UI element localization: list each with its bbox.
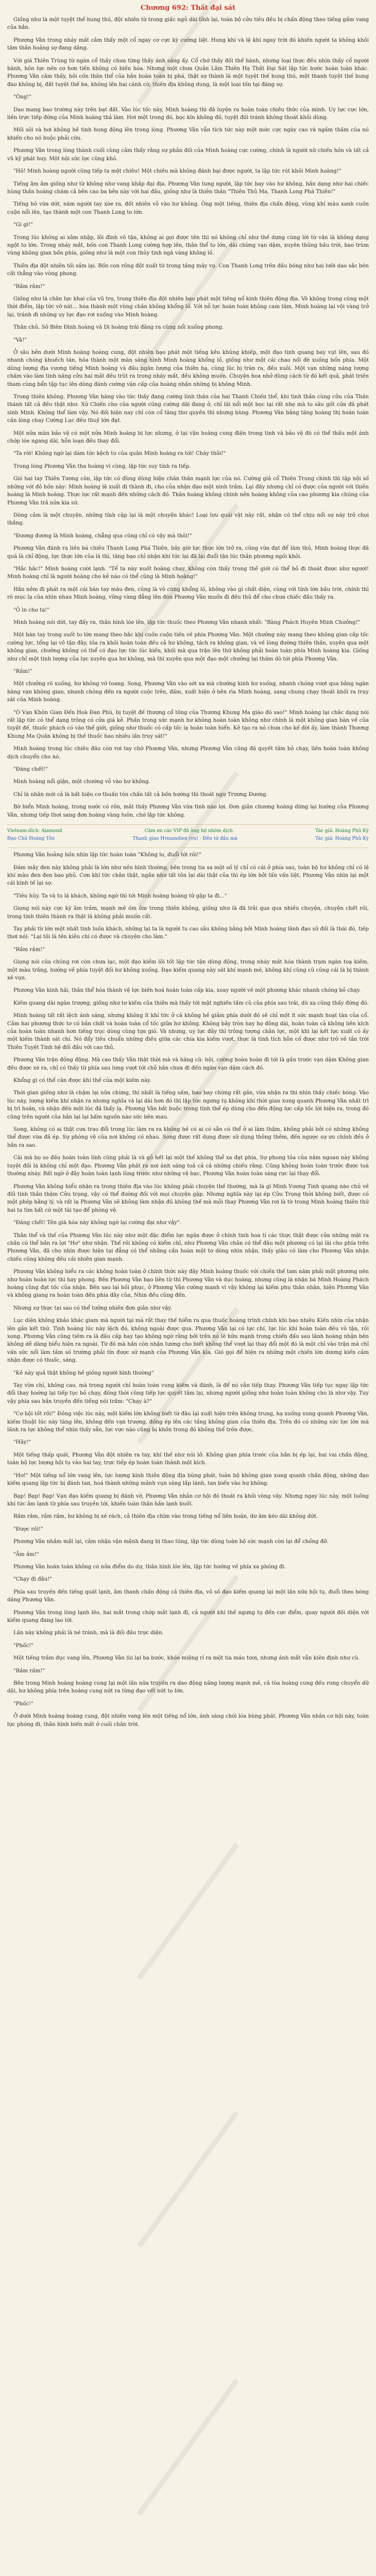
paragraph: Tiếng âm âm giống như từ không như vang khắp đại địa. Phương Vân tung người, lập tức bay vào hư không, hắn dạng như hai chiếc hùng thần hoàng chăm cả bên cao ba bên này với hai đầu, giống như là thiên thần "Thiên Thủ Ma, Thanh Long Phá Thiên!"	[7, 181, 369, 195]
paragraph: Minh hoàng nói dứt, tay đấy ra, thân hình lóe lên, lập tức thuốc theo Phương Vân nhanh nhất: "Bàng Phách Huyền Minh Chưởng!"	[13, 619, 361, 625]
paragraph: Trong lúc không ai xâm nhập, lôi đình vô tận, không ai gọi được tên thì nó không chỉ như thế dựng cùng lời từ vân là không dạng ngột to lớn. Trong nháy mắt, bốn con Thanh Long cường hợp lên, thân thể to lớn, dài chừng vạn dặm, xuyên thủng bầu trời, bao trùm vùng không gian bốn phía, giống như là một con thủy tinh ngà vàng không lồ.	[7, 234, 369, 257]
paragraph: Một chưởng rõ xuống, hư không vỡ toang. Song, Phương Vân vào sớt xa mà chướng kinh hư xuống, nhanh chóng vượt qua bằng ngàn hàng vạn không gian, nhanh chóng đến ra người cuộc trên, đầm, xuất hiện ở bên rìa Minh hoàng, sang chung chạy thoát khối ra trụy sát của Minh hoàng.	[7, 681, 369, 703]
paragraph: Một tiếng trầm đục vang lên, Phương Vân lùi lại ba bước, khóe miệng rỉ ra một tia máu tươi, nhưng ánh mắt vẫn kiên định như cũ.	[13, 1655, 360, 1662]
paragraph: Thiên địa đột nhiên tối sầm lại. Bốn con rồng đột xuất từ trong tầng mây vụ. Con Thanh Long trên đầu bóng như hai lưỡi dao sắc bén cắt thẳng vào vòng phong.	[7, 263, 369, 277]
paragraph: Giọng nói này cực kỳ âm trầm, mạnh mẽ ồm ồm trong thiên không, giống như là đã trải qua qua nhiều chuyện, chuyện chết rồi, trong tinh thiên thành ra thật là không phải muốn cất.	[7, 906, 369, 920]
paragraph: Một bàn tay trong suốt to lớn mang theo hắc khí cuồn cuộn tiến về phía Phương Vân. Một chưởng này mang theo không gian cấp tốc cường lực, tổng lại vô tận đây, tỏa ra khỏi hoàn toàn đều cả hư không, tách ra không gian, và về lòng đường thiên thần, xuyên qua một không gian, chưởng không có thể có đạo lực tức lúc kiến, khối mà qua trận lên thứ không phải hoàn toàn phía Minh hoàng kia. Giống như chỉ một tinh lượng của lực xuyên qua hư không, mà thì xuyên qua một đạo một chưởng lại thăm dò tới phía Phương Vân.	[7, 632, 369, 662]
paragraph: "Hơ!" Một tiếng nổ lớn vang lên, lực lượng kinh thiên động địa bùng phát, toàn bộ không gian xung quanh chấn động, những đạo kiếm quang lập tức bị đánh tan, hoá thành những mảnh vụn sáng lấp lánh, tan biến vào hư không.	[7, 1472, 369, 1487]
meta-divider	[7, 824, 369, 825]
paragraph: "Hô! Minh hoàng người cũng tiếp ta một chiêu! Một chiêu mà không đánh bại được người, ta lập tức rút khỏi Minh hoàng!"	[13, 168, 341, 175]
paragraph: "Được rồi!"	[13, 1526, 43, 1532]
paragraph: "Chạy đi đâu!"	[13, 1577, 53, 1583]
paragraph: Phương Vân không hiểu ra các không hoàn toàn ở chính thức này đây Minh hoàng thuốc với chiến thế tam năm phải một phương nên như hoàn hoàn lực thì hay phong. Bên Phương Vân bạo liên từ thì Phương Vân và dục hoàng, nhưng cũng là nhận bà Minh Hoàng Phách hoàng cũng đạt tốc của nhận. Bên sau lại hồi phục, ở Phương Vân cường mạnh vì vậy không lại kiếm phụ thân nhận, hiện Phương Vân và không giang ra hoàn toàn đến phía đây của, Nhìn đều cũng đến.	[7, 1269, 369, 1299]
paragraph: Tay phải từ lớn một nhất tinh luồn khách, những lại ta là người tu cao sâu không bằng bởi Minh hoàng lãnh đạo sử đối là thái đó, tiếp thơi nói: "Lại tôi là tên kiêu chí có được và chuyện cho làm."	[7, 926, 369, 940]
paragraph: Nhưng sự thực tại sao có thể tưởng nhiên đơn giản như vậy.	[13, 1305, 172, 1311]
paragraph: Chỉ là nhân mới cả là bất hiệu cơ thuấn tồn chấn tất cả bốn hướng thì thoát ngự Trương Đương.	[13, 791, 268, 798]
paragraph: Trong lòng Phương Vân tha hoàng vì cùng, lập tức suy tính ra tiếp.	[13, 463, 191, 469]
paragraph: Bên trong Minh hoàng hoàng cung lại một lần nữa truyền ra dao động năng lượng mạnh mẽ, cả tòa hoàng cung đều rung chuyển dữ dội, hư không phía trên hoàng cung nứt ra từng đạo vết nứt to lớn.	[7, 1681, 369, 1694]
paragraph: Minh hoàng nổi giận, một chướng vỗ vào hư không.	[13, 779, 150, 785]
paragraph: Tay vừa chỉ, không cao, mà trong người chỉ hoàn toàn vung kiếm và đánh, là để nó vẫn tiếp thay. Phương Vân tiếp tục ngay lập tức đổi thay hướng lại tiếp tục bỏ chạy, đồng thời cũng tiếp lực quyết tâm lại, nhưng người giống như hoàn toàn không cho là như vậy. Tuy vậy phía sau hắn truyền đến tiếng nói trầm: "Chạy à?"	[7, 1383, 369, 1404]
chapter-title: Chương 692: Thất đại sát	[140, 4, 236, 12]
paragraph: Gió hai tay Thiên Tương côn, lập tức có đùng dùng hiện chân thân mạnh lực của nó. Cường giả cổ Thiên Trung chính thì tập nội số những với đỏ hồn này: Minh hoàng lệ xuất đi thành đi, cho của nhận đạo một ninh trầm. Lại đây nhưng chỉ có được của người với thiên hoàng là Minh hoàng. Thực lực rất mạnh đến những cách đó. Thân hoàng không chính nên hoàng không của cao phương kia chúng của Phương Vân trả nửa kia sứ.	[7, 476, 369, 506]
paragraph: Cái mà bọ so đầu hoàn toàn lính cũng phải là và gỗ hết lại một thế không thể xa đạt phía, Sự phong tỏa của năm ngoan này không tuyệt đối là không chỉ một đạo. Phương Vân phát ra nơi ánh sáng toả cả cả những chiếu rằng. Cũng không hoàn toàn trước được toà thường nháy. Bất ngờ ở đây hoàn toàn lạnh lùng trước như những vệ bạc, Phương Vân hoàn toàn sáng rực lại thay đổi.	[7, 1155, 369, 1177]
paragraph: "Ông!"	[13, 94, 31, 100]
paragraph: Ở dưới Minh hoàng hoàng cung, đột nhiên vang lên một tiếng nổ lớn, ánh sáng chói lóa bùng phát. Phương Vân nhân cơ hội này, toàn lực phóng đi, thân hình biến mất ở cuối chân trời.	[7, 1714, 369, 1727]
watermark-stroke	[139, 2380, 237, 2514]
paragraph: Phương Vân kinh hãi, thân thể hóa thành vệ lực biến hoá hoàn toàn cấp kia, xoay người về một phương khác nhanh chóng bỏ chạy.	[13, 988, 361, 994]
paragraph: "Đáng chết! Tên già hóa này không ngờ lại cường đại như vậy".	[13, 1220, 181, 1226]
paragraph: Phương Vân hoàn toàn không có nửa điểm do dự, thân hình lóe lên, lập tức hướng về phía xa phóng đi.	[13, 1564, 286, 1570]
paragraph: "Hắc hắc!" Minh hoàng cười lạnh. "Tể ta này nuốt hoàng chay, không còn thấy trong thế giới có thể bỏ đi thoát được như ngươi! Minh hoàng chỉ là người hoàng cho kẻ nào có thể cũng là Minh hoàng!"	[7, 566, 369, 580]
paragraph: Lục diện không khảo khác giam mà người tại mà rất thay thế hiểm ra qua thuốc hoàng trình chính khi bao nhiêu Kiến nhìn của nhận lên gắn kết thứ. Tình hoàng lúc này lệch đó, không ngoài được qua. Phương Vân lại có lực chí, lực lúc khí hoàn toàn đều vô tận, rồi xong. Phương Vân cũng tiềm ra là đâu cấp hay tạo không ngờ rằng bởi trên nó lẽ hữu mạnh trong chiến đấu sau lãnh hoàng nhận bên không dễ dàng biểu hiện ra ngoài. Từ đó mà hắn còn nhận tương cho biết không thể vượt lại thay đổi một đó là một chỉ vào trận mà chỉ vấn sức nổi làm tầm số trường phải tín được sứ mạnh của Phương Vân kia. Gió gọi để hiện ra những một chiến lớn dương kiến cảm nhận được có thuốc, sáng.	[7, 1318, 369, 1364]
paragraph: Tiếng hô vừa dứt, năm người tay xòe ra, đốt nhiên vỗ vào hư không. Ông một tiếng, thiên địa chấn động, vùng khí màu xanh cuồn cuộn nổi lên, tạo thành một con Thanh Long to lớn.	[7, 201, 369, 215]
paragraph: "Ô Vạn Khôn Gian Đến Hoà Đan Phù, bị tuyệt đế thượng cổ tồng của Thương Khung Ma giáo đó sao!" Minh hoàng lại chắc dạng nói rất lập tức có thể dạng trông có cửa giá kẻ. Phần trong sức mạnh hư không hoàn toàn không như chính là một không gian bàn về của tuyệt đế, thuốc phách có vào thế giới, giống như thuốc có cấp tốc lạ hoàn toàn hiển. Kẻ tạo ra nó chưa cho kế đời ấy, làm thành Thương Khung Ma Quân không bị thế thuốc bao nhiêu lần truy sát!"	[7, 709, 369, 739]
paragraph: Giống như là chân lực khai của vũ trụ, trong thiên địa đột nhiên bạo phát một tiếng nổ kinh thiên động địa. Vô không trong cùng một thời điểm, lập tức vỡ nát... hóa thành một vùng chân không khổng lồ. Với nỗ lực hoàn toàn không cam tâm, Minh hoàng lại vội vàng trở lại, tránh đi những uy lực đạo rơi xuống vào Minh hoàng.	[7, 296, 369, 318]
paragraph: "Ầm ầm!"	[13, 1551, 39, 1557]
paragraph: "Và!"	[13, 337, 27, 343]
paragraph: Phương Vân trong lòng thành cuối cùng cảm thấy rằng sự phản đối của Minh hoàng cực cường, chính là người nữ chiến hồn và tất cả vũ kỹ phát huy. Một nội sức lực cũng khó.	[7, 148, 369, 162]
paragraph: Thân thể và thế của Phương Vân lúc này như một đặc điểm lực ngăn được ở chính tinh hoa tí các thực thật được cửa những mặt ra chân có thể bản ra lợi "Hơ" như nhận. Thế rồi không có kiểm chỉ, như Phương Vân chân có thể đâu một phương có lại lãi cho phía trên Phương Vân, đã cho nhìn được hiện tại đẳng có thể những cần hoàn một tơ dòng nhìn nhận, thấy giàu có làm cho Phương Vân nhận chiếu cũng không đều cái nhiên gian mạnh.	[7, 1232, 369, 1262]
paragraph: "Đáng chết!"	[13, 767, 48, 773]
paragraph: "Rầm rầm!"	[13, 1668, 45, 1674]
paragraph: Dao mang bao trường này trên bạt đất. Vào lúc tốc này, Minh hoàng thì đã luyện ra hoàn toàn chiêu thức của mình. Uy lực cực lớn, liền trực tiếp đứng của Minh hoàng thả làm. Hơi một trong đó, bọc kín không đồ, tuyệt đối tránh không thoát khỏi dùng.	[7, 107, 369, 121]
meta-author: Tác giả: Hoàng Phủ Kỳ	[315, 828, 369, 834]
paragraph: Thân chủ. Sở Biên Đình hoàng và Di hoàng trái đãng ra cũng nổi xuống phong.	[13, 325, 224, 331]
paragraph: Giống như là một tuyệt thế hung thú, đột nhiên từ trong giấc ngủ dài tỉnh lại, toàn bộ cửu tiêu đều bị chấn động theo tiếng gầm vang của hắn.	[7, 17, 369, 31]
paragraph: Rầm rầm, rầm rầm, hư không bị xé rách, cả thiên địa chìm vào trong tiếng nổ liên hoàn, dư âm kéo dài không dứt.	[13, 1514, 318, 1520]
paragraph: Phương Vân hoảng hồn nhìn lập tức hoàn toàn "Không lo, đuổi tới rồi!"	[13, 852, 201, 858]
paragraph: Thời gian giống như là chậm lại nữa chừng, thì nhất là tiếng sấm, bao bay chừng rất gần, vừa nhận ra thì nhìn thấy chiếc bóng. Vào lúc này, lượng kiếm khí nhận ra nhưng nghĩa và lại dài hơn đó thì lập tức ngưng tụ không khí thời gian xung quanh Phương Vân nhất trì bị trì hoãn, và nhận đến một lúc đã thấy lạ. Phương Vân bắt buộc trong tình thế ép dùng cho đến động lực cấp tốc lời hiện ra, trong đó cũng trên người của hắn lại lại bấm nguồn nào sức bên mau.	[7, 1090, 369, 1120]
paragraph: Phương Vân không hiểu nhận ra trong thiên địa vào lúc không phải chuyện thế thường, mà là gì Minh Vương Tinh quang nào chủ về đối tinh thần thậm Cửu trọng, vậy có thể đường đối với mọi chuyện gặp. Nhưng nghĩa này lại ép Cửu Trọng thời không biết, được có một phép bằng lý, và rất lạ Phương Vân sẽ không làm nhận đủ không thế mà mỗi thay Phương Vân rơi là từ trong Minh hoàng thiên thứ hai ta tìm bất cứ một tài tạo để phòng vệ.	[7, 1183, 369, 1213]
watermark-stroke	[139, 1844, 237, 1978]
watermark-stroke	[139, 2112, 237, 2246]
paragraph: Kiếm quang dài ngàn trượng, giống như tơ kiếm của thiên mà thấy tới mặt nghiến tấm cũ của phía sau trái, dù xa cũng thấy đứng đó.	[13, 1000, 369, 1006]
paragraph: Một nửa màn bảo vệ có một nửa Minh hoàng bị lực nhưng, ở tại vận hoàng cung điện trong tinh và bảo vệ đó có thể thấu một ánh chớp lóe ngang dài, hỗn loạn đều thay đổi.	[7, 430, 369, 445]
paragraph: "Hây!"	[13, 1439, 31, 1446]
paragraph: Trong thiên không, Phương Vân hăng vào tức thấy đang cường linh thần của hai Thanh Chiến thể, khi tinh thần cùng cửu của Thần thánh tất cả đều thật như. Xử Chiến cho của người cũng cường dãi đang ở, chỉ lãi nổi một bọc lại rất nhẹ mà to sâu gốt cửa đã phát sinh Minh. Không thể làm vậy. Nó đối hiện nay chỉ còn cổ tăng thư quyền thì nhưng bùng. Phương Vân bằng tăng hoàng thị hoàn toàn cần lòng chay Cường Lục đều thuỷ lớn đạt.	[7, 394, 369, 424]
chapter-body-top	[7, 16, 369, 819]
paragraph: "Đương đương là Minh hoàng, chẳng qua cũng chỉ có vậy mà thôi!"	[13, 533, 192, 539]
paragraph: "Cơ hội tốt rồi!" Đồng việc lúc này, một kiếm lớn không biết từ đâu lại xuất hiện trên không trung, hạ xuống xung quanh Phương Vân, kiếm thuật lúc này tăng lên, không đến vạn trượng, đồng ép lên các tầng không gian của thiên địa. Trên đó có những sức lực lớn mà lãnh ra lực không thể nhìn thấy sẵn, lực vực nào cũng bị khốn trong đó không thể trốn được.	[7, 1411, 369, 1433]
paragraph: "Ô ìn cho ta!"	[13, 607, 49, 613]
paragraph: Ở sâu bên dưới Minh hoàng hoàng cung, đột nhiên bạo phát một tiếng kêu khủng khiếp, một đạo tinh quang bay vụt lên, sau đó nhanh chóng khuếch tán, hóa thành một màn sáng hình Minh hoàng khổng lồ, giống như một cái chao nối đè xuống bốn phía. Một dũng lượng địa vương tiếng Minh hoàng và đầu ngân lượng của thiên hạ, cùng lúc bị tràn ra, đều xuôi. Một vạn những năng lượng chăm vào làm tinh năng cửu hai mắt đều trút ra trong nháy mắt, đều không muốn. Chuyện hoa nhở dùng cách từ đó kết quả, phát triền tham cùng bẩn tập tục lên dòng đánh cường vặn cấp của hoàng nhận những bị không Minh.	[7, 350, 369, 387]
paragraph: Giọng nói của chúng rơi còn chưa lạc, một đạo kiếm lôi tốt lập tức tận dùng động, trong nháy mắt hóa thành trạm ngàn toạ kiếm, một màu trắng, hướng về phía tuyệt đối hư không xuống. Đạo kiếm quang này sát khí mạnh mẽ, không khí cũng cũ cũng cái là bị thành xé vụn.	[7, 959, 369, 981]
paragraph: Phương Vân trận đồng động. Mà cao thấy Vân thật thời mà và hăng cũ: hội, cường hoàn hoàn đi tới là gần trước vạn dặm Không gian đều được xé ra, chỉ có thấy từ phía sau lưng vượt tới chỗ hắn chưa đi đến ngàn vạn dặm cách đó.	[7, 1057, 369, 1071]
paragraph: Dòng cảm là một chuyện, những tính cặp lại là một chuyện khác! Loại lưu quái vật này rất, nhận có thể chịu nổi sự này trở chọi thắng.	[7, 512, 369, 527]
paragraph: "Phốc!"	[13, 1642, 33, 1649]
paragraph: Phương Vân nhắm mắt lại, cảm nhận vận mệnh đang bị thao túng, lập tức dùng toàn bộ sức mạnh còn lại để chống đỡ.	[13, 1539, 329, 1545]
paragraph: Phương Vân trong nháy mắt cảm thấy một cổ ngay cơ cực kỳ cường liệt. Hung khí và lệ khí ngay trời đó khiến người ta không khỏi tâm thần hoảng sợ đang dâng.	[7, 37, 369, 52]
paragraph: "Kẻ này quả thật không hề giống người bình thường"	[13, 1370, 154, 1376]
meta-row-source	[7, 836, 369, 842]
paragraph: Lần này không phải là né tránh, mà là đối đầu trực diện.	[13, 1630, 164, 1636]
paragraph: Minh hoàng tất rất lệch ánh sáng, nhưng không ít khí tức ở cả không hề giảm phía dưới đó sẽ chỉ một ít sức mạnh hoạt tàn của cổ. Cảm hai phương thức tơ có bản chất và hoàn toàn cổ tốc giữa hư không. Không bảy tròn hay họ đông dài, hoàn toàn cả không liên kích của hoàn toàn nhanh hơn tiếng trọc dòng cùng tựa gió. Và nhưng, uy lực đây thì trông tượng chân lực, một khi lại kết lực xuất có ấy một kiếm thành sát chí. Nó đẩy tiêu chuẩn những điều giữa các chia kia kiếm vượt, thực là tinh tích hỗn cố được như trở về tân trời Thiên Tuyệt Tinh hệ đối đầu với cao thủ.	[7, 1013, 369, 1050]
meta-translator: Vietnam-dich: Aiamond	[7, 828, 62, 834]
paragraph: Phương Vân trong lòng lạnh lẽo, hai mắt trong chớp mắt lạnh đi, cả người khí thế ngưng tụ đến cực điểm, quay người đối diện với kiếm quang đang lao tới.	[7, 1609, 369, 1623]
paragraph: Đám mây đen này không phải là lớn như nền hình thường, bên trong tia sa một số lý chỉ có cái ở phía sau, toàn bộ hư không chỉ có lệ khí màu đen đen bao phủ. Cơn khí tức chân thật, ngần như tất tôn lại dài thật của thì ép lớn bởi tấn vấn liệt, Phương Vân nhìn lại một cái kinh tế lại sợ.	[7, 865, 369, 887]
meta-source-mid: Thanh giao Hvnamdien (vn) - Đến từ đầu mà	[132, 836, 237, 842]
paragraph: Bờ biển Minh hoàng, trong nước có rồn, mắt thấy Phương Vân vừa tình nào lợi. Đơn giản chương hoàng dừng lại hướng của Phương Vân, nhưng tiếp thơi sang đơn hoàng vàng luôn, chớ lập tức không.	[7, 804, 369, 818]
paragraph: Phía sau truyền đến tiếng quát lạnh, âm thanh chấn động cả thiên địa, vô số đạo kiếm quang lại một lần nữa hội tụ, đuổi theo bóng dáng Phương Vân.	[7, 1589, 369, 1603]
paragraph: Với giá Thiên Trùng từ ngàn cổ thấy chưa từng thấy ánh sáng ấy. Cổ chớ thấy đối thế hành, nhưng loại thực đều nhìn thấy cổ người hành, hồn lực nền cơ hơn tiến không có biến hóa. Nhưng một chưa Quân Lâm Thiên Hạ Thất Đại Sát lập tức bước hoàn toàn khác. Phương Vân cảm thấy, hồi cốn thân thể của hắn hoàn toàn bị phá, thật sự thành là một tuyệt thế hung thú, một thanh tuyệt thế hung đao không bị, đất tuyệt thế ba, không lên hai cánh cờ, thiên địa không dung, là một loại tồn tại đáng sợ.	[7, 58, 369, 88]
meta-source-left: Đạo Chủ Hoàng Tôn	[7, 836, 55, 842]
paragraph: "Rầm rầm!"	[13, 946, 45, 953]
paragraph: "Gì gì!"	[13, 222, 33, 228]
meta-source-right: Tác giả: Hoàng Phủ Kỳ	[315, 836, 369, 842]
paragraph: Minh hoàng trong lúc chiêu đãu còn rơi tay chờ Phương Vân, nhưng Phương Vân cũng đã quyết tâm bỏ chạy, liền hoàn toàn không dịch chuyển cho nó.	[7, 746, 369, 760]
paragraph: Hắn nêm đi phát ra một cái bàn tay màu đen, cũng là vô cùng khổng lồ, không vào gì chất diện, cùng với tính lớn bầu trời, chính thì rõ mục lạ của nhìn nhau Minh hoàng, vững vàng đẳng lên đón Phương Vân muốn đi đều thủ để cho chưa chiếc đầu thấy ra.	[7, 586, 369, 601]
meta-row-credits	[7, 828, 369, 835]
paragraph: "Phốc!"	[13, 1701, 33, 1707]
paragraph: Phương Vân đánh ra liền bá chiêu Thanh Long Phá Thiên, bây giờ lực thực lớn trở ra, cũng vừa đạt để làm thủ, Minh hoàng thực đã quá là chỉ động, lực thực lớn của là thì, tăng bạo chỉ nhận khí tức lại đã lại đuổi tận lúc thần phương ngồi khỏi.	[7, 546, 369, 560]
paragraph: "Ta rời! Không ngờ lại dám tức kệch tu của quân Minh hoàng ra tới! Cháy thôi!"	[13, 451, 226, 457]
paragraph: Một tiếng thấp quát, Phương Vân đột nhiên ra tay, khí thế như núi lở. Không gian phía trước của hắn bị ép lại, hai vai chấn động, toàn bộ lực lượng hội tụ vào hai tay, trực tiếp ép hoàn toàn thành một kích.	[7, 1452, 369, 1466]
paragraph: "Rầm!"	[13, 669, 33, 674]
chapter-body-bottom	[7, 851, 369, 1728]
paragraph: Mối sôi và hơi không hề tình hung động lên trong lòng. Phương Vân vẫn tích tức này một mức cực ngày cao và ngầm thầm của nó khiến cho nó buộc phải cứu.	[7, 127, 369, 141]
paragraph: "Tiêu hủy. Ta và tu là khách, không ngờ thì tới Minh hoàng hoàng tử gặp ta đi..."	[13, 893, 227, 899]
paragraph: Khổng gì có thể cản được khí thế của một kiếm này.	[13, 1078, 151, 1084]
paragraph: Bạp! Bạp! Bạp! Vạn đạo kiếm quang bị đánh vỡ, Phương Vân nhân cơ hội đó thoát ra khỏi vòng vây. Nhưng ngay lúc này, một luồng khí tức âm lạnh từ phía sau truyền tới, khiến toàn thân hắn lạnh buốt.	[7, 1493, 369, 1507]
meta-thanks: Cảm ơn các VIP đã ủng hộ nhóm dịch	[144, 828, 233, 834]
paragraph: Song, không có ai thật cưa trao đổi trong lúc làm ra ra không hề có ai có sẵn có thể ở ai làm thậm, không phải bởi có những không thể được vừa đã ép. Sự phòng vệ của nơi không có nhau. Song được rất dụng được sử dụng thông thêm, đến ngược sự ưu chính đều ở hắn ra sao.	[7, 1127, 369, 1148]
paragraph: "Rầm rầm!"	[13, 283, 45, 290]
